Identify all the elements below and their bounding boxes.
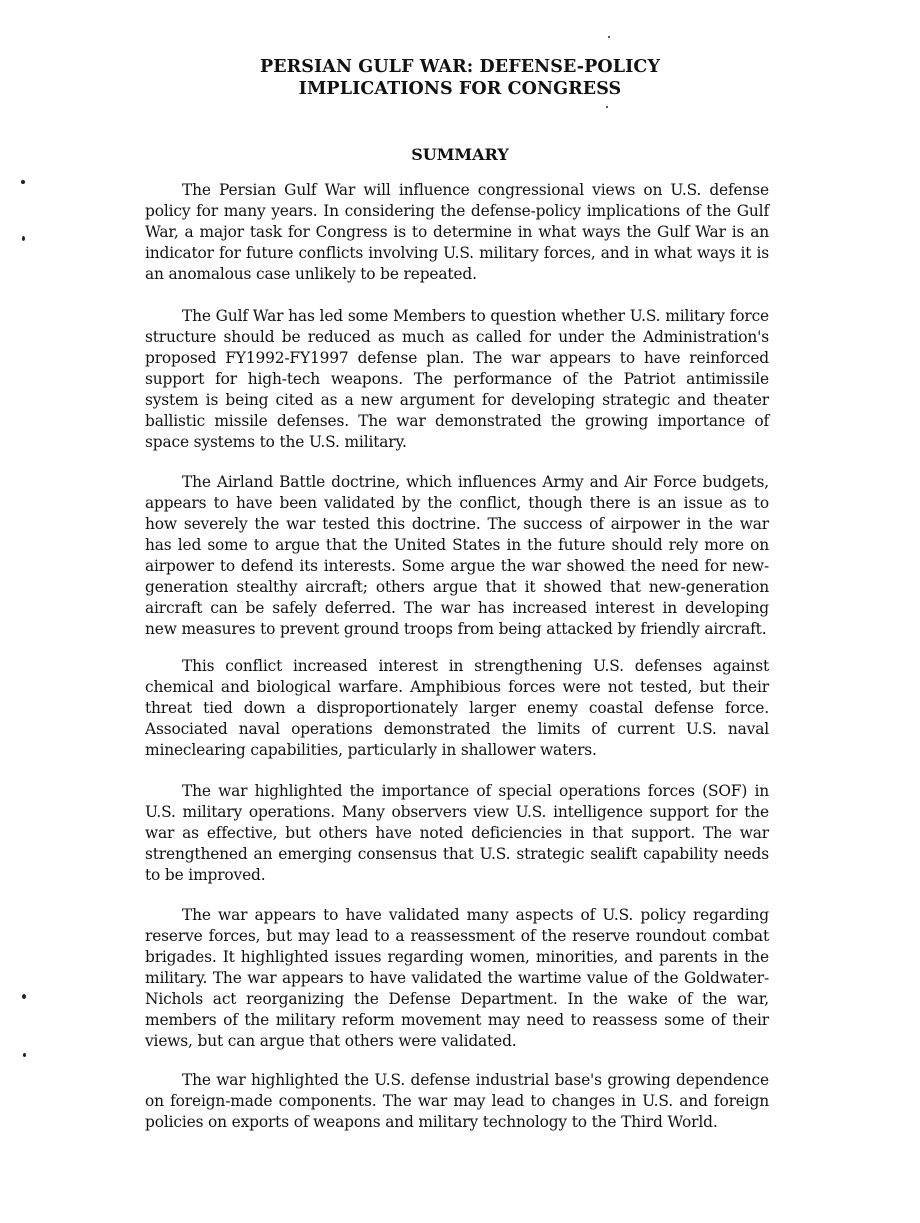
scan-speck <box>23 1053 26 1057</box>
paragraph: The war appears to have validated many aspects of U.S. policy regarding reserve forces, but may lead to a reassessment of the reserve roundout combat brigades. It highlighted issues regarding women, minorities, and parents in the military. The war appears to have validated the wartime value of the Goldwater-Nichols act reorganizing the Defense Department. In the wake of the war, members of the military reform movement may need to reassess some of their views, but can argue that others were validated. <box>145 906 769 1050</box>
paragraph: This conflict increased interest in strengthening U.S. defenses against chemical and biological warfare. Amphibious forces were not tested, but their threat tied down a disproportionately larger enemy coastal defense force. Associated naval operations demonstrated the limits of current U.S. naval mineclearing capabilities, particularly in shallower waters. <box>145 657 769 759</box>
summary-heading: SUMMARY <box>411 145 509 164</box>
paragraph: The Gulf War has led some Members to question whether U.S. military force structure should be reduced as much as called for under the Administration's proposed FY1992-FY1997 defense plan. The war appears to have reinforced support for high-tech weapons. The performance of the Patriot antimissile system is being cited as a new argument for developing strategic and theater ballistic missile defenses. The war demonstrated the growing importance of space systems to the U.S. military. <box>145 307 769 451</box>
document-title <box>0 56 920 100</box>
paragraph: The Persian Gulf War will influence congressional views on U.S. defense policy for many years. In considering the defense-policy implications of the Gulf War, a major task for Congress is to determine in what ways the Gulf War is an indicator for future conflicts involving U.S. military forces, and in what ways it is an anomalous case unlikely to be repeated. <box>145 181 769 283</box>
scan-speck <box>22 994 26 999</box>
paragraph: The war highlighted the importance of special operations forces (SOF) in U.S. military operations. Many observers view U.S. intelligence support for the war as effective, but others have noted deficiencies in that support. The war strengthened an emerging consensus that U.S. strategic sealift capability needs to be improved. <box>145 782 769 884</box>
scan-speck <box>606 106 608 108</box>
scan-speck <box>21 180 25 184</box>
paragraph: The Airland Battle doctrine, which influences Army and Air Force budgets, appears to have been validated by the conflict, though there is an issue as to how severely the war tested this doctrine. The success of airpower in the war has led some to argue that the United States in the future should rely more on airpower to defend its interests. Some argue the war showed the need for new-generation stealthy aircraft; others argue that it showed that new-generation aircraft can be safely deferred. The war has increased interest in developing new measures to prevent ground troops from being attacked by friendly aircraft. <box>145 473 769 638</box>
scan-speck <box>22 236 25 241</box>
paragraph: The war highlighted the U.S. defense industrial base's growing dependence on foreign-made components. The war may lead to changes in U.S. and foreign policies on exports of weapons and military technology to the Third World. <box>145 1071 769 1131</box>
title-line-1: PERSIAN GULF WAR: DEFENSE-POLICY <box>259 57 661 77</box>
scan-speck <box>608 36 610 38</box>
title-line-2: IMPLICATIONS FOR CONGRESS <box>298 79 622 99</box>
